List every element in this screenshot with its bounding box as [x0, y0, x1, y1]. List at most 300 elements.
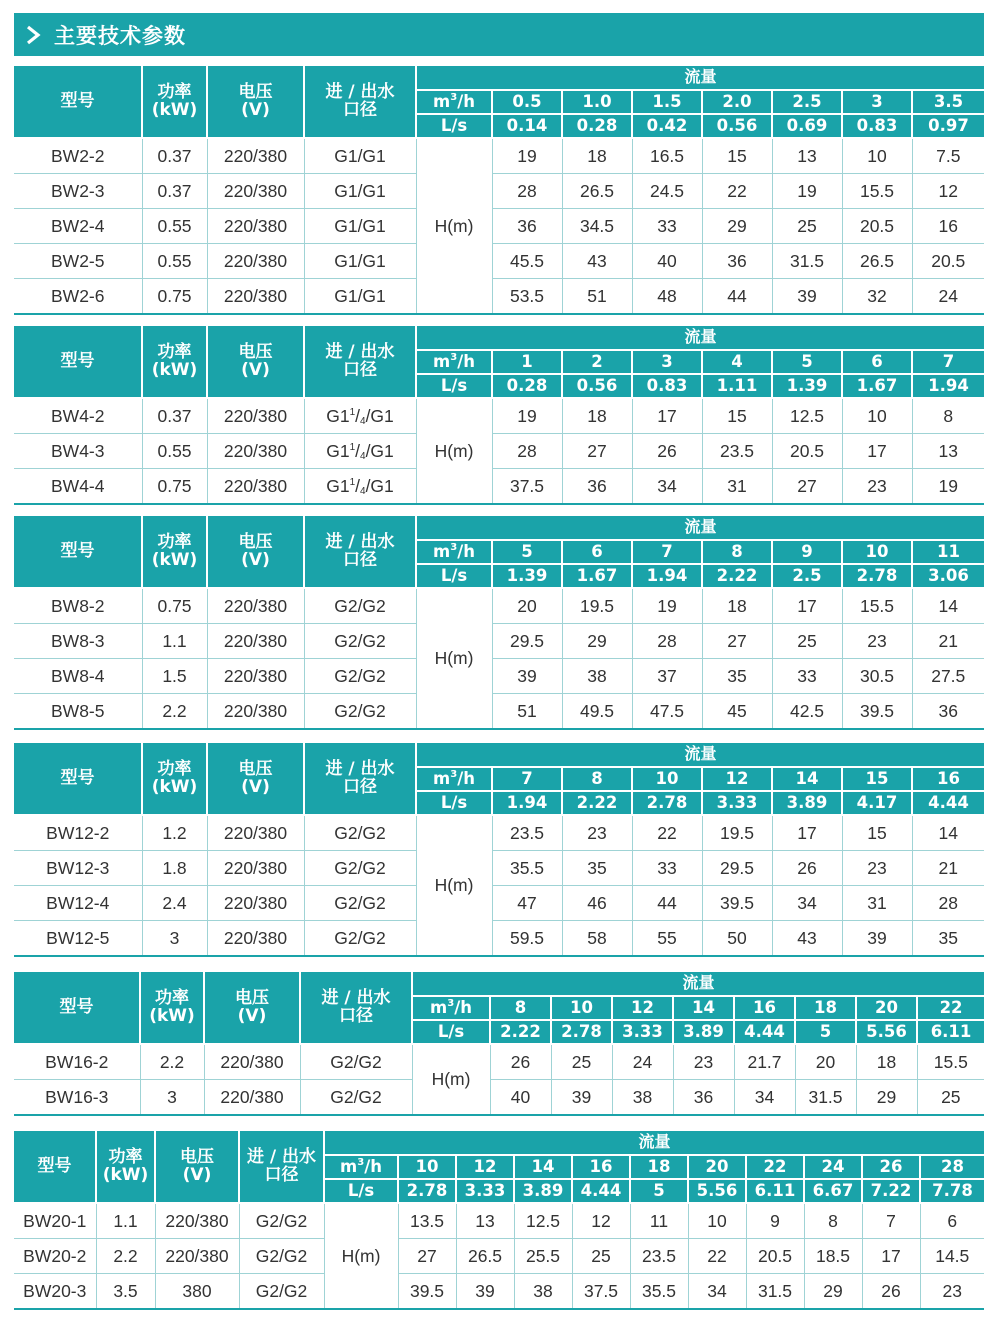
- flow-ls-value: 5: [630, 1179, 688, 1203]
- cell-head: 20.5: [912, 244, 984, 279]
- cell-port: G2/G2: [304, 851, 416, 886]
- table-row: [14, 174, 984, 209]
- cell-head: 26.5: [456, 1239, 514, 1274]
- cell-model: BW16-2: [14, 1044, 140, 1080]
- header-ls: L/s: [416, 114, 492, 138]
- header-model: 型号: [14, 326, 142, 398]
- cell-head: 12.5: [514, 1203, 572, 1239]
- table-row: [14, 659, 984, 694]
- cell-head: 47.5: [632, 694, 702, 730]
- cell-head: 51: [492, 694, 562, 730]
- cell-head: 26: [772, 851, 842, 886]
- cell-head: 21.7: [734, 1044, 795, 1080]
- flow-ls-value: 1.67: [562, 564, 632, 588]
- cell-model: BW20-2: [14, 1239, 96, 1274]
- cell-head: 20: [492, 588, 562, 624]
- header-port: 进 / 出水 口径: [304, 66, 416, 138]
- cell-head: 39: [842, 921, 912, 957]
- header-flow: 流量: [416, 743, 984, 767]
- cell-head: 26.5: [842, 244, 912, 279]
- header-power: 功率 (kW): [96, 1131, 155, 1203]
- cell-head: 24: [612, 1044, 673, 1080]
- cell-voltage: 220/380: [207, 209, 304, 244]
- cell-head: 23: [842, 851, 912, 886]
- flow-ls-value: 1.94: [912, 374, 984, 398]
- cell-head: 6: [920, 1203, 984, 1239]
- table-row: [14, 694, 984, 730]
- cell-head: 59.5: [492, 921, 562, 957]
- cell-head-label: H(m): [416, 588, 492, 729]
- flow-m3h-value: 16: [734, 996, 795, 1020]
- cell-head: 7.5: [912, 138, 984, 174]
- flow-ls-value: 2.22: [562, 791, 632, 815]
- cell-voltage: 220/380: [207, 815, 304, 851]
- flow-m3h-value: 5: [772, 350, 842, 374]
- flow-ls-value: 4.17: [842, 791, 912, 815]
- flow-ls-value: 4.44: [572, 1179, 630, 1203]
- header-model: 型号: [14, 743, 142, 815]
- cell-head-label: H(m): [324, 1203, 398, 1309]
- cell-port: G1/G1: [304, 244, 416, 279]
- header-flow: 流量: [416, 516, 984, 540]
- header-voltage: 电压 (V): [207, 743, 304, 815]
- cell-head: 12.5: [772, 398, 842, 434]
- flow-ls-value: 2.78: [842, 564, 912, 588]
- cell-head: 19: [492, 138, 562, 174]
- cell-head: 23.5: [630, 1239, 688, 1274]
- header-flow: 流量: [412, 972, 984, 996]
- flow-m3h-value: 10: [632, 767, 702, 791]
- cell-head: 39: [492, 659, 562, 694]
- cell-head: 37: [632, 659, 702, 694]
- header-power: 功率 (kW): [142, 743, 207, 815]
- cell-power: 0.55: [142, 209, 207, 244]
- section-banner: [14, 13, 984, 56]
- header-port: 进 / 出水 口径: [304, 743, 416, 815]
- cell-head: 19.5: [562, 588, 632, 624]
- flow-ls-value: 0.83: [842, 114, 912, 138]
- flow-m3h-value: 3: [842, 90, 912, 114]
- flow-m3h-value: 2.0: [702, 90, 772, 114]
- spec-table-bw20: [14, 1131, 984, 1310]
- cell-head: 28: [912, 886, 984, 921]
- cell-head: 13: [772, 138, 842, 174]
- cell-head: 20.5: [746, 1239, 804, 1274]
- flow-m3h-value: 14: [673, 996, 734, 1020]
- cell-voltage: 220/380: [155, 1239, 239, 1274]
- cell-power: 0.75: [142, 588, 207, 624]
- flow-ls-value: 6.11: [917, 1020, 984, 1044]
- flow-m3h-value: 10: [398, 1155, 456, 1179]
- cell-voltage: 220/380: [207, 624, 304, 659]
- table-row: [14, 588, 984, 624]
- flow-ls-value: 2.22: [702, 564, 772, 588]
- flow-m3h-value: 26: [862, 1155, 920, 1179]
- cell-head: 29.5: [702, 851, 772, 886]
- flow-m3h-value: 8: [490, 996, 551, 1020]
- flow-m3h-value: 16: [572, 1155, 630, 1179]
- cell-head: 27: [772, 469, 842, 505]
- cell-head: 35.5: [492, 851, 562, 886]
- header-voltage: 电压 (V): [155, 1131, 239, 1203]
- cell-model: BW2-3: [14, 174, 142, 209]
- cell-head: 13: [912, 434, 984, 469]
- flow-m3h-value: 1: [492, 350, 562, 374]
- table-row: [14, 209, 984, 244]
- cell-head: 27.5: [912, 659, 984, 694]
- cell-head: 36: [562, 469, 632, 505]
- flow-m3h-value: 24: [804, 1155, 862, 1179]
- flow-m3h-value: 12: [456, 1155, 514, 1179]
- flow-m3h-value: 14: [514, 1155, 572, 1179]
- cell-power: 0.37: [142, 398, 207, 434]
- table-row: [14, 469, 984, 505]
- cell-head: 39.5: [842, 694, 912, 730]
- cell-head: 33: [632, 209, 702, 244]
- flow-m3h-value: 15: [842, 767, 912, 791]
- flow-ls-value: 4.44: [734, 1020, 795, 1044]
- table-row: [14, 886, 984, 921]
- cell-head: 37.5: [572, 1274, 630, 1310]
- spec-table-bw4: [14, 326, 984, 505]
- table-row: [14, 851, 984, 886]
- flow-m3h-value: 8: [562, 767, 632, 791]
- cell-head: 28: [492, 434, 562, 469]
- cell-head: 36: [912, 694, 984, 730]
- header-flow: 流量: [416, 66, 984, 90]
- cell-voltage: 220/380: [207, 659, 304, 694]
- cell-head: 43: [772, 921, 842, 957]
- header-port: 进 / 出水 口径: [300, 972, 412, 1044]
- cell-head: 34: [772, 886, 842, 921]
- flow-m3h-value: 3.5: [912, 90, 984, 114]
- cell-head: 25: [772, 624, 842, 659]
- flow-ls-value: 2.78: [551, 1020, 612, 1044]
- header-port: 进 / 出水 口径: [304, 326, 416, 398]
- cell-head: 33: [772, 659, 842, 694]
- flow-m3h-value: 18: [795, 996, 856, 1020]
- flow-m3h-value: 11: [912, 540, 984, 564]
- cell-voltage: 220/380: [207, 174, 304, 209]
- cell-port: G2/G2: [304, 815, 416, 851]
- cell-head: 28: [492, 174, 562, 209]
- cell-power: 1.1: [96, 1203, 155, 1239]
- cell-head: 37.5: [492, 469, 562, 505]
- cell-head: 28: [632, 624, 702, 659]
- cell-head: 34: [632, 469, 702, 505]
- flow-ls-value: 5: [795, 1020, 856, 1044]
- cell-power: 1.5: [142, 659, 207, 694]
- flow-ls-value: 0.83: [632, 374, 702, 398]
- table-row: [14, 434, 984, 469]
- header-m3h: $m^3/h$: [416, 90, 492, 114]
- header-power: 功率 (kW): [140, 972, 204, 1044]
- cell-head: 19: [772, 174, 842, 209]
- cell-head: 29: [702, 209, 772, 244]
- cell-voltage: 220/380: [207, 279, 304, 315]
- flow-ls-value: 1.94: [492, 791, 562, 815]
- flow-m3h-value: 10: [842, 540, 912, 564]
- cell-head: 14: [912, 588, 984, 624]
- table-row: [14, 398, 984, 434]
- header-voltage: 电压 (V): [207, 66, 304, 138]
- header-power: 功率 (kW): [142, 516, 207, 588]
- cell-head: 16.5: [632, 138, 702, 174]
- cell-head: 25: [772, 209, 842, 244]
- cell-head: 17: [632, 398, 702, 434]
- header-flow: 流量: [416, 326, 984, 350]
- cell-head: 27: [398, 1239, 456, 1274]
- cell-power: 2.2: [96, 1239, 155, 1274]
- cell-voltage: 220/380: [207, 886, 304, 921]
- cell-head: 34.5: [562, 209, 632, 244]
- cell-head: 25: [572, 1239, 630, 1274]
- cell-head: 15: [702, 138, 772, 174]
- cell-head: 23: [562, 815, 632, 851]
- cell-port: $G1^1/_4/G1$: [304, 398, 416, 434]
- cell-head: 20: [795, 1044, 856, 1080]
- cell-power: 3: [140, 1080, 204, 1116]
- cell-voltage: 220/380: [207, 398, 304, 434]
- cell-power: 2.2: [142, 694, 207, 730]
- cell-power: 0.55: [142, 434, 207, 469]
- cell-model: BW2-4: [14, 209, 142, 244]
- cell-head: 39: [772, 279, 842, 315]
- header-model: 型号: [14, 972, 140, 1044]
- cell-head-label: H(m): [416, 398, 492, 504]
- cell-head: 17: [772, 588, 842, 624]
- cell-head: 26.5: [562, 174, 632, 209]
- cell-head: 31.5: [746, 1274, 804, 1310]
- cell-head: 29: [562, 624, 632, 659]
- flow-m3h-value: 7: [912, 350, 984, 374]
- header-voltage: 电压 (V): [204, 972, 300, 1044]
- flow-m3h-value: 7: [492, 767, 562, 791]
- flow-m3h-value: 20: [688, 1155, 746, 1179]
- flow-ls-value: 2.78: [398, 1179, 456, 1203]
- cell-port: G2/G2: [304, 624, 416, 659]
- flow-ls-value: 1.94: [632, 564, 702, 588]
- cell-model: BW8-2: [14, 588, 142, 624]
- flow-m3h-value: 16: [912, 767, 984, 791]
- cell-model: BW20-1: [14, 1203, 96, 1239]
- cell-head: 10: [842, 138, 912, 174]
- flow-ls-value: 0.28: [492, 374, 562, 398]
- cell-head: 18: [856, 1044, 917, 1080]
- flow-ls-value: 0.69: [772, 114, 842, 138]
- flow-ls-value: 4.44: [912, 791, 984, 815]
- cell-model: BW12-3: [14, 851, 142, 886]
- cell-head: 10: [688, 1203, 746, 1239]
- cell-head: 8: [804, 1203, 862, 1239]
- cell-power: 0.37: [142, 174, 207, 209]
- cell-head: 34: [688, 1274, 746, 1310]
- flow-m3h-value: 7: [632, 540, 702, 564]
- cell-power: 3.5: [96, 1274, 155, 1310]
- flow-ls-value: 1.11: [702, 374, 772, 398]
- table-row: [14, 279, 984, 315]
- cell-head: 15: [702, 398, 772, 434]
- flow-ls-value: 3.33: [612, 1020, 673, 1044]
- cell-head: 16: [912, 209, 984, 244]
- cell-port: $G1^1/_4/G1$: [304, 469, 416, 505]
- cell-power: 1.8: [142, 851, 207, 886]
- cell-head: 23: [920, 1274, 984, 1310]
- cell-head-label: H(m): [412, 1044, 490, 1115]
- flow-m3h-value: 18: [630, 1155, 688, 1179]
- cell-port: G2/G2: [239, 1203, 324, 1239]
- table-row: [14, 1203, 984, 1239]
- cell-head: 20.5: [772, 434, 842, 469]
- cell-model: BW2-2: [14, 138, 142, 174]
- flow-ls-value: 1.39: [772, 374, 842, 398]
- cell-model: BW12-4: [14, 886, 142, 921]
- cell-head: 39: [551, 1080, 612, 1116]
- cell-head: 51: [562, 279, 632, 315]
- cell-head: 19: [912, 469, 984, 505]
- cell-voltage: 220/380: [207, 588, 304, 624]
- cell-head: 39.5: [702, 886, 772, 921]
- cell-head: 12: [572, 1203, 630, 1239]
- flow-ls-value: 0.56: [562, 374, 632, 398]
- cell-head: 18.5: [804, 1239, 862, 1274]
- cell-head: 25.5: [514, 1239, 572, 1274]
- cell-head: 18: [562, 398, 632, 434]
- cell-head: 27: [702, 624, 772, 659]
- flow-m3h-value: 5: [492, 540, 562, 564]
- cell-port: G2/G2: [304, 886, 416, 921]
- header-port: 进 / 出水 口径: [304, 516, 416, 588]
- header-model: 型号: [14, 66, 142, 138]
- cell-voltage: 380: [155, 1274, 239, 1310]
- cell-power: 1.1: [142, 624, 207, 659]
- cell-head: 9: [746, 1203, 804, 1239]
- cell-head: 22: [632, 815, 702, 851]
- cell-head: 14.5: [920, 1239, 984, 1274]
- table-row: [14, 1080, 984, 1116]
- cell-head: 19.5: [702, 815, 772, 851]
- cell-power: 2.2: [140, 1044, 204, 1080]
- cell-head: 14: [912, 815, 984, 851]
- cell-power: 0.37: [142, 138, 207, 174]
- table-row: [14, 1239, 984, 1274]
- cell-head: 55: [632, 921, 702, 957]
- cell-power: 0.75: [142, 469, 207, 505]
- cell-port: G2/G2: [300, 1044, 412, 1080]
- header-power: 功率 (kW): [142, 326, 207, 398]
- cell-head: 15.5: [842, 174, 912, 209]
- cell-head: 18: [562, 138, 632, 174]
- cell-port: G2/G2: [304, 694, 416, 730]
- header-flow: 流量: [324, 1131, 984, 1155]
- cell-head: 38: [612, 1080, 673, 1116]
- flow-ls-value: 3.33: [702, 791, 772, 815]
- flow-ls-value: 0.56: [702, 114, 772, 138]
- table-row: [14, 1044, 984, 1080]
- header-m3h: $m^3/h$: [412, 996, 490, 1020]
- cell-head: 33: [632, 851, 702, 886]
- cell-head: 39: [456, 1274, 514, 1310]
- flow-m3h-value: 28: [920, 1155, 984, 1179]
- flow-m3h-value: 12: [702, 767, 772, 791]
- header-voltage: 电压 (V): [207, 516, 304, 588]
- header-voltage: 电压 (V): [207, 326, 304, 398]
- cell-head: 29: [804, 1274, 862, 1310]
- cell-head: 49.5: [562, 694, 632, 730]
- cell-model: BW16-3: [14, 1080, 140, 1116]
- cell-head: 58: [562, 921, 632, 957]
- cell-head: 35.5: [630, 1274, 688, 1310]
- cell-head: 27: [562, 434, 632, 469]
- flow-ls-value: 7.78: [920, 1179, 984, 1203]
- flow-m3h-value: 14: [772, 767, 842, 791]
- cell-voltage: 220/380: [207, 694, 304, 730]
- cell-head: 31: [842, 886, 912, 921]
- table-row: [14, 624, 984, 659]
- flow-ls-value: 2.78: [632, 791, 702, 815]
- flow-ls-value: 3.89: [673, 1020, 734, 1044]
- cell-model: BW8-3: [14, 624, 142, 659]
- flow-m3h-value: 4: [702, 350, 772, 374]
- cell-head: 17: [862, 1239, 920, 1274]
- header-model: 型号: [14, 1131, 96, 1203]
- header-ls: L/s: [416, 564, 492, 588]
- cell-head: 15.5: [917, 1044, 984, 1080]
- cell-head: 19: [632, 588, 702, 624]
- cell-head: 8: [912, 398, 984, 434]
- cell-port: G1/G1: [304, 138, 416, 174]
- header-ls: L/s: [416, 791, 492, 815]
- table-row: [14, 921, 984, 957]
- cell-head: 30.5: [842, 659, 912, 694]
- cell-head: 26: [490, 1044, 551, 1080]
- cell-port: G2/G2: [304, 588, 416, 624]
- flow-m3h-value: 6: [842, 350, 912, 374]
- cell-port: G1/G1: [304, 174, 416, 209]
- cell-head: 29: [856, 1080, 917, 1116]
- cell-model: BW12-5: [14, 921, 142, 957]
- cell-model: BW4-3: [14, 434, 142, 469]
- table-row: [14, 815, 984, 851]
- cell-port: G2/G2: [239, 1239, 324, 1274]
- flow-m3h-value: 12: [612, 996, 673, 1020]
- cell-power: 1.2: [142, 815, 207, 851]
- cell-head: 48: [632, 279, 702, 315]
- flow-ls-value: 1.39: [492, 564, 562, 588]
- cell-head: 25: [551, 1044, 612, 1080]
- flow-ls-value: 2.22: [490, 1020, 551, 1044]
- flow-ls-value: 3.33: [456, 1179, 514, 1203]
- cell-head: 23.5: [492, 815, 562, 851]
- cell-voltage: 220/380: [207, 244, 304, 279]
- flow-m3h-value: 1.0: [562, 90, 632, 114]
- flow-ls-value: 3.89: [772, 791, 842, 815]
- cell-voltage: 220/380: [207, 469, 304, 505]
- cell-model: BW8-4: [14, 659, 142, 694]
- flow-ls-value: 1.67: [842, 374, 912, 398]
- section-title: 主要技术参数: [54, 23, 186, 48]
- cell-head: 35: [912, 921, 984, 957]
- header-m3h: $m^3/h$: [324, 1155, 398, 1179]
- flow-ls-value: 5.56: [856, 1020, 917, 1044]
- cell-head: 17: [842, 434, 912, 469]
- cell-head: 32: [842, 279, 912, 315]
- cell-head: 26: [862, 1274, 920, 1310]
- cell-port: G2/G2: [304, 659, 416, 694]
- cell-head: 34: [734, 1080, 795, 1116]
- cell-head: 7: [862, 1203, 920, 1239]
- table-row: [14, 1274, 984, 1310]
